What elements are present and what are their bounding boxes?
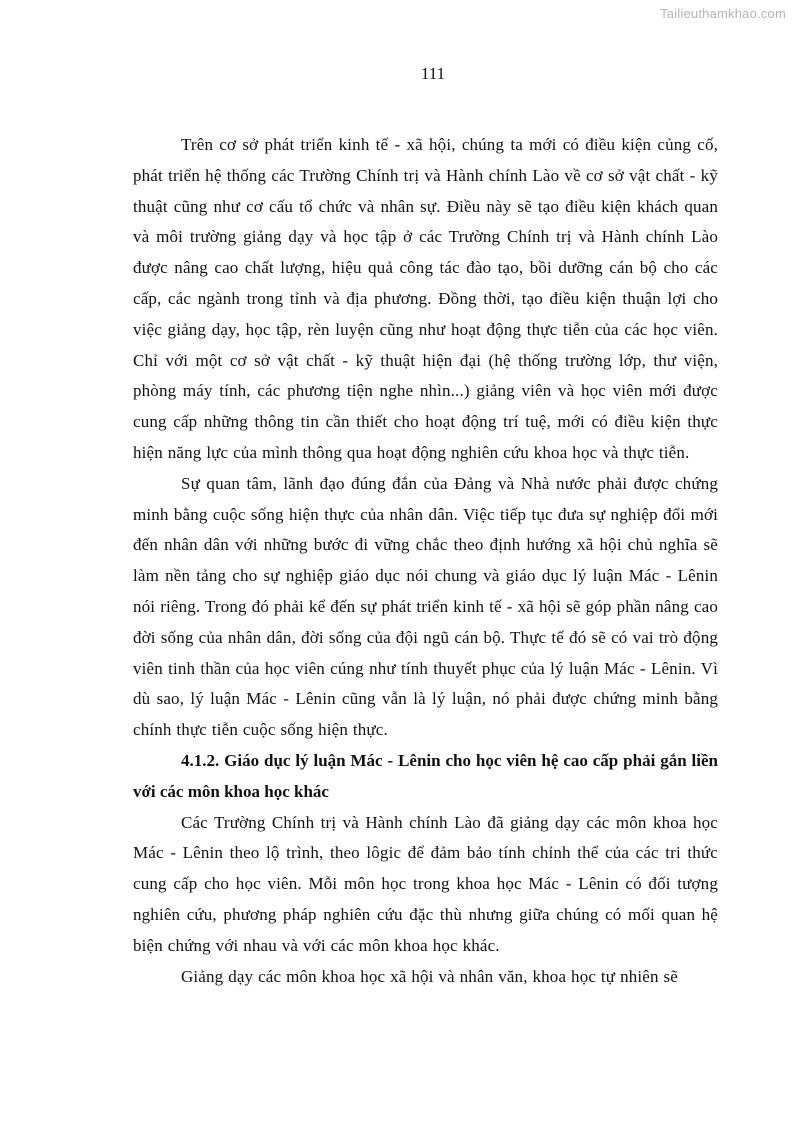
- paragraph-social-sciences: Giảng dạy các môn khoa học xã hội và nhân văn, khoa học tự nhiên sẽ: [181, 966, 678, 986]
- document-body: [133, 130, 718, 992]
- page-number: 111: [420, 64, 446, 83]
- section-heading: 4.1.2. Giáo dục lý luận Mác - Lênin cho học viên hệ cao cấp phải gắn liền với các môn khoa học khác: [133, 750, 718, 801]
- paragraph-marxist-curriculum: Các Trường Chính trị và Hành chính Lào đã giảng dạy các môn khoa học Mác - Lênin theo lộ trình, theo lôgic để đảm bảo tính chỉnh thể của các tri thức cung cấp cho học viên. Mỗi môn học trong khoa học Mác - Lênin có đối tượng nghiên cứu, phương pháp nghiên cứu đặc thù nhưng giữa chúng có mối quan hệ biện chứng với nhau và với các môn khoa học khác.: [133, 812, 718, 955]
- paragraph-development-conditions: Trên cơ sở phát triển kinh tế - xã hội, chúng ta mới có điều kiện củng cố, phát triển hệ thống các Trường Chính trị và Hành chính Lào về cơ sở vật chất - kỹ thuật cũng như cơ cấu tổ chức và nhân sự. Điều này sẽ tạo điều kiện khách quan và môi trường giảng dạy và học tập ở các Trường Chính trị và Hành chính Lào được nâng cao chất lượng, hiệu quả công tác đào tạo, bồi dưỡng cán bộ cho các cấp, các ngành trong tỉnh và địa phương. Đồng thời, tạo điều kiện thuận lợi cho việc giảng dạy, học tập, rèn luyện cũng như hoạt động thực tiễn của các học viên. Chỉ với một cơ sở vật chất - kỹ thuật hiện đại (hệ thống trường lớp, thư viện, phòng máy tính, các phương tiện nghe nhìn...) giảng viên và học viên mới được cung cấp những thông tin cần thiết cho hoạt động trí tuệ, mới có điều kiện thực hiện năng lực của mình thông qua hoạt động nghiên cứu khoa học và thực tiễn.: [133, 135, 718, 462]
- watermark: Tailieuthamkhao.com: [660, 6, 786, 21]
- paragraph-party-leadership: Sự quan tâm, lãnh đạo đúng đắn của Đảng và Nhà nước phải được chứng minh bằng cuộc sống hiện thực của nhân dân. Việc tiếp tục đưa sự nghiệp đổi mới đến nhân dân với những bước đi vững chắc theo định hướng xã hội chủ nghĩa sẽ làm nền tảng cho sự nghiệp giáo dục nói chung và giáo dục lý luận Mác - Lênin nói riêng. Trong đó phải kể đến sự phát triển kinh tế - xã hội sẽ góp phần nâng cao đời sống của nhân dân, đời sống của đội ngũ cán bộ. Thực tế đó sẽ có vai trò động viên tinh thần của học viên cúng như tính thuyết phục của lý luận Mác - Lênin. Vì dù sao, lý luận Mác - Lênin cũng vẫn là lý luận, nó phải được chứng minh bằng chính thực tiễn cuộc sống hiện thực.: [133, 473, 718, 740]
